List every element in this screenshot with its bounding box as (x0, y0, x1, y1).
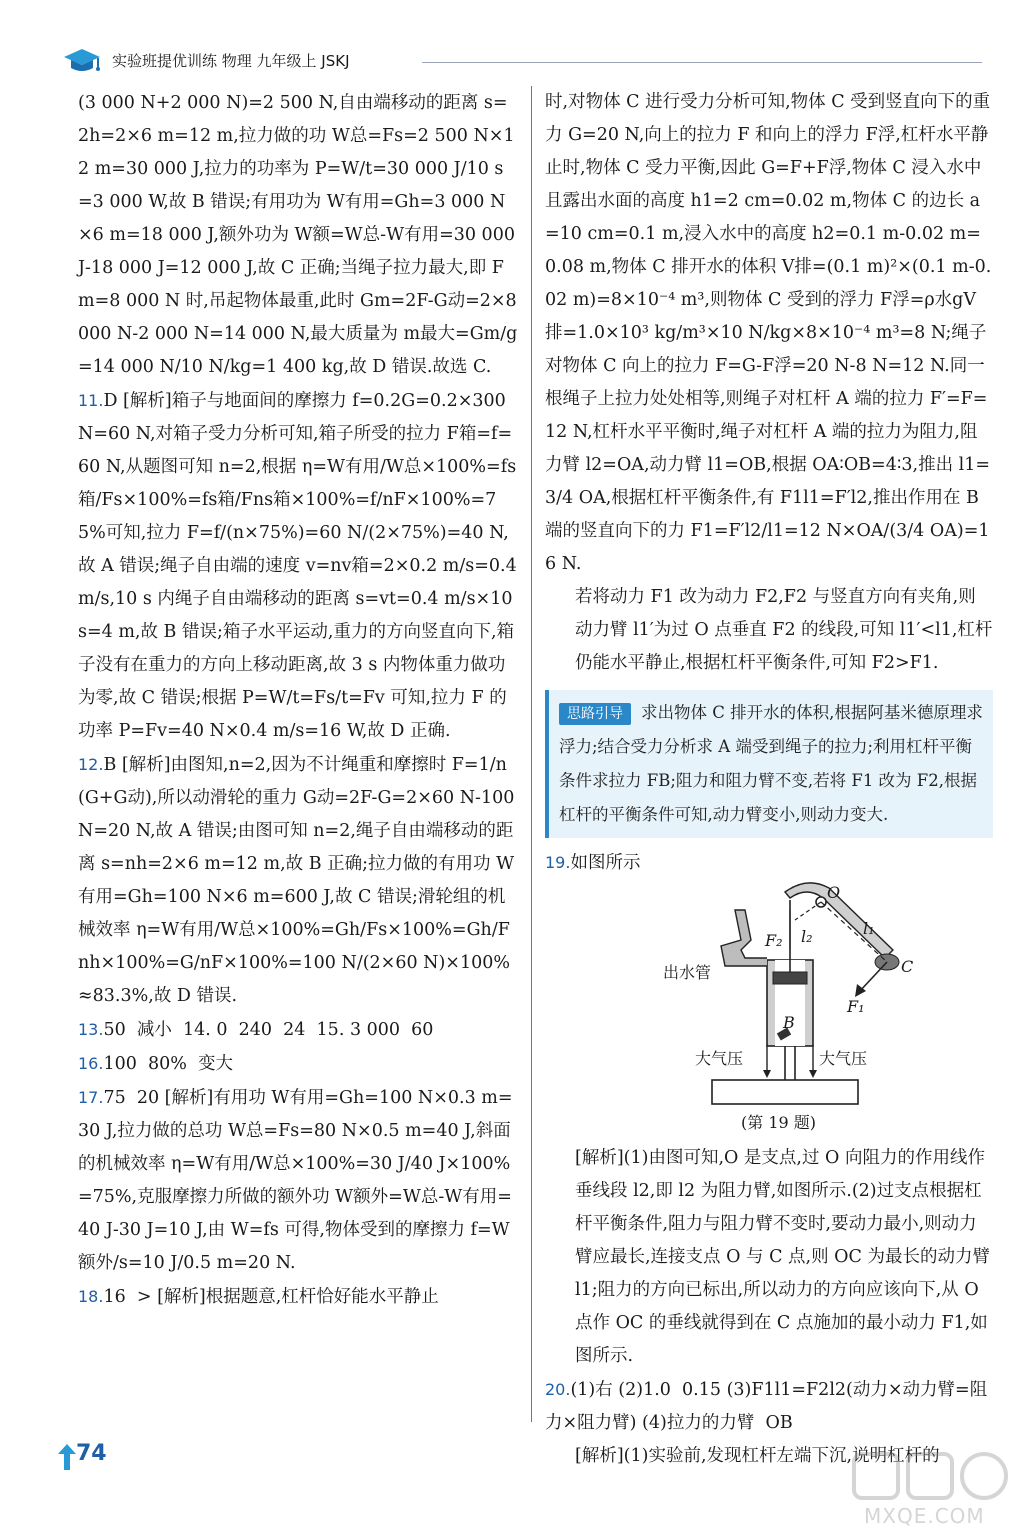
label-B: B (783, 1013, 795, 1032)
question-number: 11. (78, 391, 104, 410)
watermark-text: MXQE.COM (864, 1504, 985, 1528)
answer-12: 12.B [解析]由图知,n=2,因为不计绳重和摩擦时 F=1/n(G+G动),所以动滑轮的重力 G动=2F-G=2×60 N-100 N=20 N,故 A 错误;由图可知 n=2,绳子自由端移动的距离 s=nh=2×6 m=12 m,故 B 正确;拉力做的有用功 W有用=Gh=100 N×6 m=600 J,故 C 错误;滑轮组的机械效率 η=W有用/W总×100%=Gh/Fs×100%=Gh/Fnh×100%=G/nF×100%=100 N/(2×60 N)×100%≈83.3%,故 D 错误. (78, 755, 520, 1006)
answer-20-analysis: [解析](1)实验前,发现杠杆左端下沉,说明杠杆的 (575, 1446, 940, 1466)
label-O: O (827, 883, 841, 902)
question-number: 19. (545, 853, 571, 872)
answer-20: 20.(1)右 (2)1.0 0.15 (3)F1l1=F2l2(动力×动力臂=阻力×阻力臂) (4)拉力的力臂 OB (545, 1380, 988, 1433)
answer-paragraph: (3 000 N+2 000 N)=2 500 N,自由端移动的距离 s=2h=2×6 m=12 m,拉力做的功 W总=Fs=2 500 N×12 m=30 000 J,拉力的功率为 P=W/t=30 000 J/10 s=3 000 W,故 B 错误;有用功为 W有用=Gh=3 000 N×6 m=18 000 J,额外功为 W额=W总-W有用=30 000 J-18 000 J=12 000 J,故 C 正确;当绳子拉力最大,即 Fm=8 000 N 时,吊起物体最重,此时 Gm=2F-G动=2×8 000 N-2 000 N=14 000 N,最大质量为 m最大=Gm/g=14 000 N/10 N/kg=1 400 kg,故 D 错误.故选 C. (78, 93, 523, 377)
label-F1: F₁ (847, 997, 865, 1016)
header-title: 实验班提优训练 物理 九年级上 JSKJ (112, 52, 350, 70)
answer-18-extension: 若将动力 F1 改为动力 F2,F2 与竖直方向有夹角,则动力臂 l1′为过 O 点垂直 F2 的线段,可知 l1′<l1,杠杆仍能水平静止,根据杠杆平衡条件,可知 F2>F1. (575, 587, 993, 673)
answer-19-analysis: [解析](1)由图可知,O 是支点,过 O 向阻力的作用线作垂线段 l2,即 l2 为阻力臂,如图所示.(2)过支点根据杠杆平衡条件,阻力与阻力臂不变时,要动力最小,则动力臂应最长,连接支点 O 与 C 点,则 OC 为最长的动力臂 l1;阻力的方向已标出,所以动力的方向应该向下,从 O 点作 OC 的垂线就得到在 C 点施加的最小动力 F1,如图所示. (575, 1148, 996, 1366)
answer-18-continued: 时,对物体 C 进行受力分析可知,物体 C 受到竖直向下的重力 G=20 N,向上的拉力 F 和向上的浮力 F浮,杠杆水平静止时,物体 C 受力平衡,因此 G=F+F浮,物体 C 浸入水中且露出水面的高度 h1=2 cm=0.02 m,物体 C 的边长 a=10 cm=0.1 m,浸入水中的高度 h2=0.1 m-0.02 m=0.08 m,物体 C 排开水的体积 V排=(0.1 m)²×(0.1 m-0.02 m)=8×10⁻⁴ m³,则物体 C 受到的浮力 F浮=ρ水gV排=1.0×10³ kg/m³×10 N/kg×8×10⁻⁴ m³=8 N;绳子对物体 C 向上的拉力 F=G-F浮=20 N-8 N=12 N.同一根绳子上拉力处处相等,则绳子对杠杆 A 端的拉力 F′=F=12 N,杠杆水平平衡时,绳子对杠杆 A 端的拉力为阻力,阻力臂 l2=OA,动力臂 l1=OB,根据 OA∶OB=4∶3,推出 l1=3/4 OA,根据杠杆平衡条件,有 F1l1=F′l2,推出作用在 B 端的竖直向下的力 F1=F′l2/l1=12 N×OA/(3/4 OA)=16 N. (545, 92, 992, 574)
up-arrow-icon (58, 1444, 76, 1470)
column-divider (531, 86, 532, 1422)
thinking-guide-box (545, 690, 993, 838)
question-number: 16. (78, 1054, 104, 1073)
page-header (62, 44, 982, 80)
label-C: C (901, 957, 914, 976)
pump-lever-figure (545, 880, 993, 1142)
answer-11: 11.D [解析]箱子与地面间的摩擦力 f=0.2G=0.2×300 N=60 N,对箱子受力分析可知,箱子所受的拉力 F箱=f=60 N,从题图可知 n=2,根据 η=W有用/W总×100%=fs箱/Fs×100%=fs箱/Fns箱×100%=f/nF×100%=75%可知,拉力 F=f/(n×75%)=60 N/(2×75%)=40 N,故 A 错误;绳子自由端的速度 v=nv箱=2×0.2 m/s=0.4 m/s,10 s 内绳子自由端移动的距离 s=vt=0.4 m/s×10 s=4 m,故 B 错误;箱子水平运动,重力的方向竖直向下,箱子没有在重力的方向上移动距离,故 3 s 内物体重力做功为零,故 C 错误;根据 P=W/t=Fs/t=Fv 可知,拉力 F 的功率 P=Fv=40 N×0.4 m/s=16 W,故 D 正确. (78, 391, 523, 741)
question-number: 18. (78, 1287, 104, 1306)
thinking-guide-title: 思路引导 (559, 703, 631, 725)
thinking-guide-text: 求出物体 C 排开水的体积,根据阿基米德原理求浮力;结合受力分析求 A 端受到绳子的拉力;利用杠杆平衡条件求拉力 FB;阻力和阻力臂不变,若将 F1 改为 F2,根据杠杆的平衡条件可知,动力臂变小,则动力变大. (559, 703, 983, 824)
page-number (58, 1440, 114, 1474)
left-column (78, 86, 523, 1314)
label-F2: F₂ (765, 931, 783, 950)
header-rule (422, 62, 982, 63)
answer-13: 13.50 减小 14. 0 240 24 15. 3 000 60 (78, 1020, 434, 1040)
answer-18: 18.16 > [解析]根据题意,杠杆恰好能水平静止 (78, 1287, 439, 1307)
figure-caption: (第 19 题) (741, 1113, 817, 1132)
label-l2: l₂ (801, 927, 813, 946)
watermark (846, 1448, 1016, 1534)
question-number: 12. (78, 755, 104, 774)
question-number: 17. (78, 1088, 104, 1107)
question-19: 19.如图所示 (545, 853, 641, 873)
label-outlet-pipe: 出水管 (663, 963, 712, 982)
watermark-logo-icon (846, 1448, 1016, 1504)
page-number-text: 74 (76, 1441, 107, 1466)
label-atm-left: 大气压 (695, 1049, 744, 1068)
answer-17: 17.75 20 [解析]有用功 W有用=Gh=100 N×0.3 m=30 J,拉力做的总功 W总=Fs=80 N×0.5 m=40 J,斜面的机械效率 η=W有用/W总×100%=30 J/40 J×100%=75%,克服摩擦力所做的额外功 W额外=W总-W有用=40 J-30 J=10 J,由 W=fs 可得,物体受到的摩擦力 f=W额外/s=10 J/0.5 m=20 N. (78, 1088, 513, 1273)
question-number: 13. (78, 1020, 104, 1039)
right-column (545, 86, 996, 1473)
label-atm-right: 大气压 (819, 1049, 868, 1068)
graduation-cap-icon (62, 46, 102, 78)
answer-16: 16.100 80% 变大 (78, 1054, 234, 1074)
pump-lever-diagram (545, 880, 993, 1142)
question-number: 20. (545, 1380, 571, 1399)
label-l1: l₁ (863, 919, 875, 938)
